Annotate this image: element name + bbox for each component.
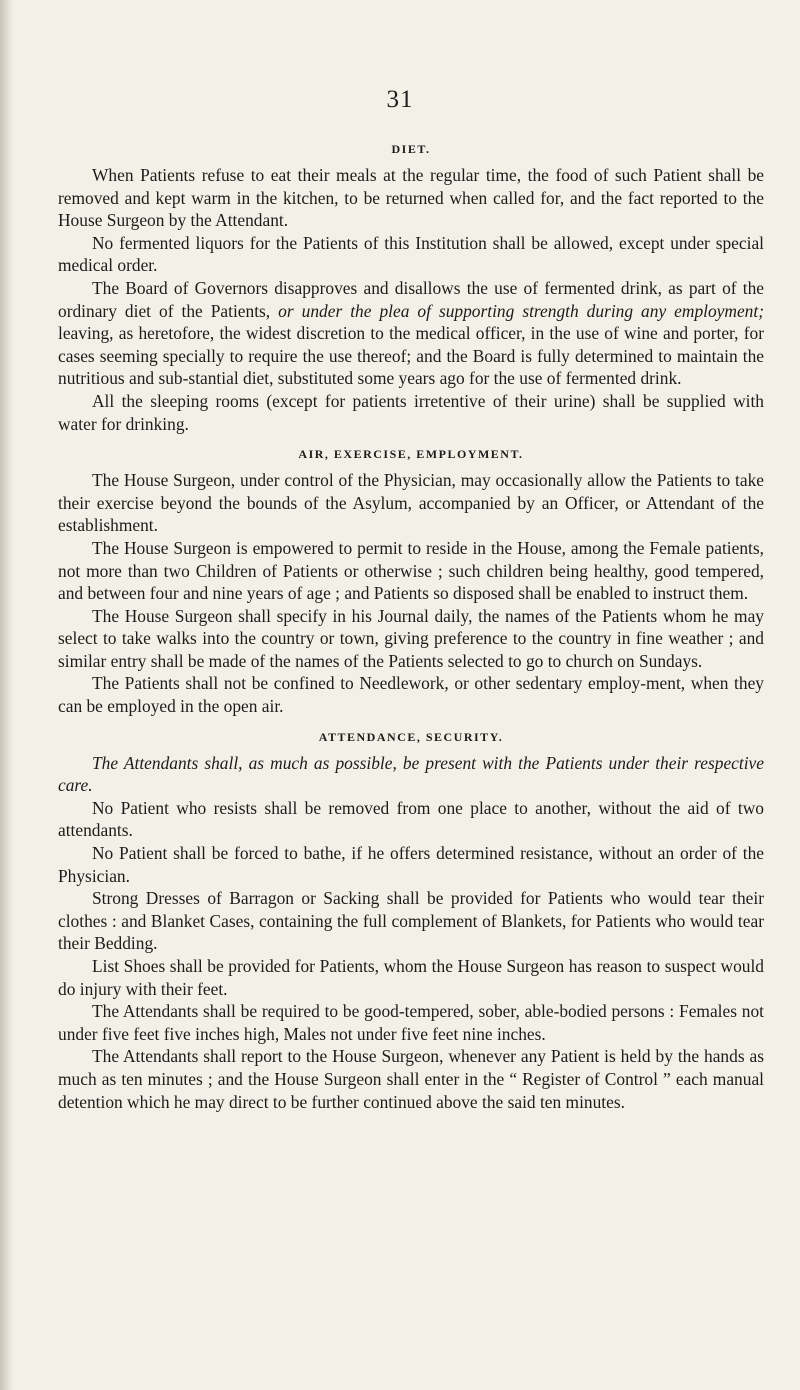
- paragraph: All the sleeping rooms (except for patients irretentive of their urine) shall be supplied with water for drinking.: [58, 390, 764, 434]
- paragraph: The House Surgeon is empowered to permit to reside in the House, among the Female patients, not more than two Children of Patients or otherwise ; such children being healthy, good tempered, and between four and nine years of age ; and Patients so disposed shall be enabled to instruct them.: [58, 537, 764, 604]
- paragraph: The House Surgeon, under control of the Physician, may occasionally allow the Patients to take their exercise beyond the bounds of the Asylum, accompanied by an Officer, or Attendant of the establishment.: [58, 470, 764, 536]
- paragraph: No Patient shall be forced to bathe, if he offers determined resistance, without an order of the Physician.: [58, 843, 764, 886]
- paragraph: The Attendants shall report to the House Surgeon, whenever any Patient is held by the hands as much as ten minutes ; and the House Surgeon shall enter in the “ Register of Control ” each manual detention which he may direct to be further continued above the said ten minutes.: [58, 1046, 764, 1112]
- paragraph-board-of-governors: [58, 277, 764, 390]
- paragraph: No fermented liquors for the Patients of this Institution shall be allowed, except under special medical order.: [58, 232, 764, 276]
- section-heading-air-exercise: AIR, EXERCISE, EMPLOYMENT.: [298, 447, 524, 462]
- book-spine-shadow: [0, 0, 14, 1390]
- paragraph: No Patient who resists shall be removed from one place to another, without the aid of two attendants.: [58, 797, 764, 841]
- paragraph: The Attendants shall be required to be good-tempered, sober, able-bodied persons : Females not under five feet five inches high, Males not under five feet nine inches.: [58, 1001, 764, 1044]
- text-run: The Board of Governors disapproves and disallows the use of fermented drink, as part of the ordinary diet of the Patients,: [58, 277, 764, 321]
- paragraph: Strong Dresses of Barragon or Sacking shall be provided for Patients who would tear their clothes : and Blanket Cases, containing the full complement of Blankets, for Patients who would tear their Bedding.: [58, 888, 764, 954]
- italic-paragraph: The Attendants shall, as much as possible, be present with the Patients under their respective care.: [58, 752, 764, 796]
- section-heading-diet: DIET.: [391, 142, 431, 156]
- paragraph: The Patients shall not be confined to Needlework, or other sedentary employ-ment, when they can be employed in the open air.: [58, 673, 764, 717]
- paragraph: When Patients refuse to eat their meals at the regular time, the food of such Patient shall be removed and kept warm in the kitchen, to be returned when called for, and the fact reported to the House Surgeon by the Attendant.: [58, 165, 764, 231]
- paragraph: List Shoes shall be provided for Patients, whom the House Surgeon has reason to suspect would do injury with their feet.: [58, 956, 764, 999]
- italic-text-run: or under the plea of supporting strength during any employment;: [278, 300, 764, 321]
- page-number: 31: [386, 86, 414, 113]
- paragraph: The House Surgeon shall specify in his Journal daily, the names of the Patients whom he may select to take walks into the country or town, giving preference to the country in fine weather ; and similar entry shall be made of the names of the Patients selected to go to church on Sundays.: [58, 605, 764, 671]
- text-run: leaving, as heretofore, the widest discretion to the medical officer, in the use of wine and porter, for cases seeming specially to require the use thereof; and the Board is fully determined to maintain the nutritious and sub-stantial diet, substituted some years ago for the use of fermented drink.: [58, 323, 764, 389]
- section-heading-attendance-security: ATTENDANCE, SECURITY.: [318, 729, 504, 744]
- page-body: [58, 140, 764, 1113]
